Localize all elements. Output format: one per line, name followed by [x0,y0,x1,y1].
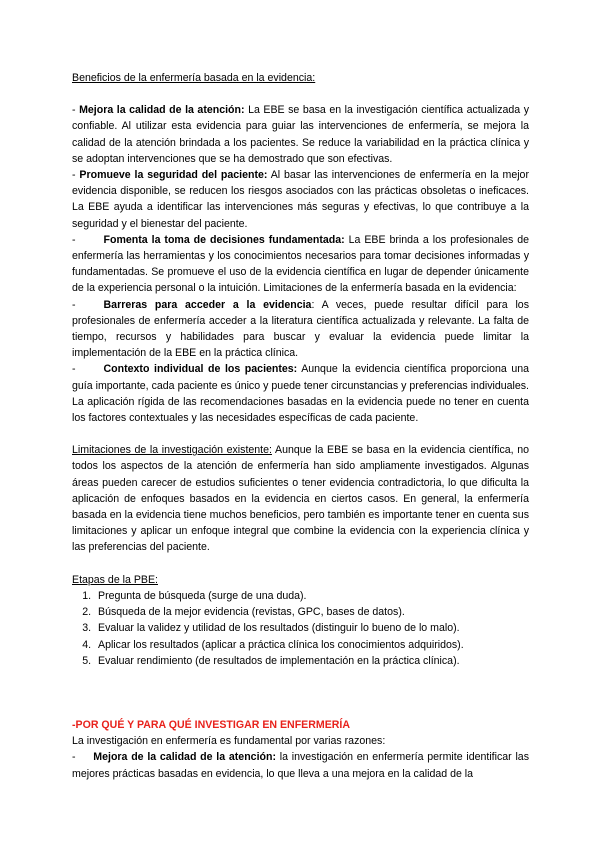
list-item: 4. Aplicar los resultados (aplicar a práctica clínica los conocimientos adquiridos). [94,637,529,653]
list-item: 5. Evaluar rendimiento (de resultados de implementación en la práctica clínica). [94,653,529,669]
section-title: -POR QUÉ Y PARA QUÉ INVESTIGAR EN ENFERMERÍA [72,718,351,731]
why-intro: La investigación en enfermería es fundamental por varias razones: [72,735,386,748]
benefit-item-3: - Fomenta la toma de decisiones fundamentada: La EBE brinda a los profesionales de enfermería las herramientas y los conocimientos necesarios para tomar decisiones informadas y fundamentadas. Se promueve el uso de la evidencia científica en lugar de depender únicamente de la experiencia personal o la intuición. Limitaciones de la enfermería basada en la evidencia: [72,233,530,295]
list-item: 1. Pregunta de búsqueda (surge de una duda). [94,588,529,604]
benefits-heading: Beneficios de la enfermería basada en la evidencia: [72,72,316,84]
why-item-1: - Mejora de la calidad de la atención: la investigación en enfermería permite identificar las mejores prácticas basadas en evidencia, lo que lleva a una mejora en la calidad de la [72,751,529,780]
stages-list [72,588,529,669]
benefit-item-5: - Contexto individual de los pacientes: Aunque la evidencia científica proporciona una guía importante, cada paciente es único y puede tener circunstancias y preferencias individuales. La aplicación rígida de las recomendaciones basadas en la evidencia puede no tener en cuenta los factores contextuales y las necesidades específicas de cada paciente. [72,363,529,425]
document-page [72,70,529,782]
benefit-item-1: - Mejora la calidad de la atención: La EBE se basa en la investigación científica actualizada y confiable. Al utilizar esta evidencia para guiar las intervenciones de enfermería, se mejora la calidad de la atención brindada a los pacientes. Se reduce la variabilidad en la práctica clínica y se adoptan intervenciones que se ha demostrado que son efectivas. [72,104,529,165]
limitations-heading: Limitaciones de la investigación existente: [72,444,272,457]
list-item: 3. Evaluar la validez y utilidad de los resultados (distinguir lo bueno de lo malo). [94,620,529,636]
benefit-item-4: - Barreras para acceder a la evidencia: A veces, puede resultar difícil para los profesionales de enfermería acceder a la literatura científica actualizada y relevante. La falta de tiempo, recursos y habilidades para buscar y evaluar la evidencia puede limitar la implementación de la EBE en la práctica clínica. [72,298,529,360]
benefit-item-2: - Promueve la seguridad del paciente: Al basar las intervenciones de enfermería en la mejor evidencia disponible, se reducen los riesgos asociados con las prácticas obsoletas o ineficaces. La EBE ayuda a identificar las intervenciones más seguras y efectivas, lo que contribuye a la seguridad y el bienestar del paciente. [72,169,529,230]
stages-heading: Etapas de la PBE: [72,573,158,586]
limitations-paragraph: Limitaciones de la investigación existente: Aunque la EBE se basa en la evidencia científica, no todos los aspectos de la atención de enfermería han sido ampliamente investigados. Algunas áreas pueden carecer de estudios suficientes o tener evidencia contradictoria, lo que dificulta la aplicación de enfoques basados en la evidencia en ciertos casos. En general, la enfermería basada en la evidencia tiene muchos beneficios, pero también es importante tener en cuenta sus limitaciones y aplicar un enfoque integral que combine la evidencia con la experiencia clínica y las preferencias del paciente. [72,444,529,554]
list-item: 2. Búsqueda de la mejor evidencia (revistas, GPC, bases de datos). [94,604,529,620]
